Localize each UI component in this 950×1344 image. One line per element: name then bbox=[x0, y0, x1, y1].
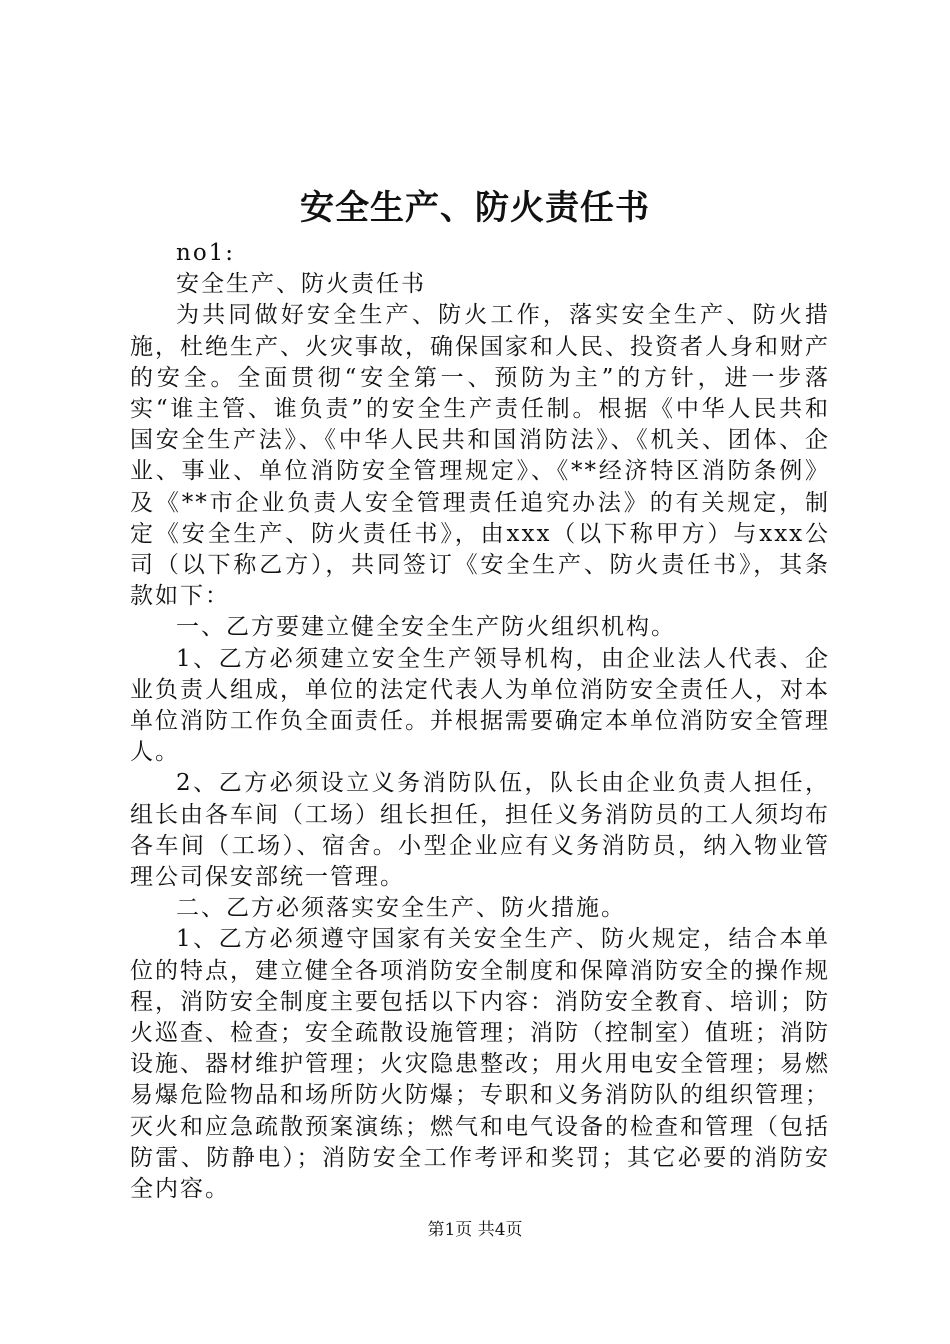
document-body bbox=[130, 238, 830, 1205]
page-footer: 第1页 共4页 bbox=[427, 1220, 523, 1240]
paragraph-item-1-2: 2、乙方必须设立义务消防队伍，队长由企业负责人担任，组长由各车间（工场）组长担任，担任义务消防员的工人须均布各车间（工场）、宿舍。小型企业应有义务消防员，纳入物业管理公司保安部统一管理。 bbox=[130, 770, 830, 891]
paragraph-section-1: 一、乙方要建立健全安全生产防火组织机构。 bbox=[176, 614, 676, 641]
paragraph-intro: 为共同做好安全生产、防火工作，落实安全生产、防火措施，杜绝生产、火灾事故，确保国家和人民、投资者人身和财产的安全。全面贯彻“安全第一、预防为主”的方针，进一步落实“谁主管、谁负责”的安全生产责任制。根据《中华人民共和国安全生产法》、《中华人民共和国消防法》、《机关、团体、企业、事业、单位消防安全管理规定》、《**经济特区消防条例》及《**市企业负责人安全管理责任追究办法》的有关规定，制定《安全生产、防火责任书》，由xxx（以下称甲方）与xxx公司（以下称乙方），共同签订《安全生产、防火责任书》，其条款如下： bbox=[130, 302, 830, 610]
document-title: 安全生产、防火责任书 bbox=[300, 188, 650, 228]
paragraph-item-1-1: 1、乙方必须建立安全生产领导机构，由企业法人代表、企业负责人组成，单位的法定代表人为单位消防安全责任人，对本单位消防工作负全面责任。并根据需要确定本单位消防安全管理人。 bbox=[130, 645, 830, 766]
paragraph-subtitle: 安全生产、防火责任书 bbox=[176, 271, 426, 298]
paragraph-section-2: 二、乙方必须落实安全生产、防火措施。 bbox=[176, 895, 626, 922]
paragraph-item-2-1: 1、乙方必须遵守国家有关安全生产、防火规定，结合本单位的特点，建立健全各项消防安全制度和保障消防安全的操作规程，消防安全制度主要包括以下内容：消防安全教育、培训；防火巡查、检查；安全疏散设施管理；消防（控制室）值班；消防设施、器材维护管理；火灾隐患整改；用火用电安全管理；易燃易爆危险物品和场所防火防爆；专职和义务消防队的组织管理；灭火和应急疏散预案演练；燃气和电气设备的检查和管理（包括防雷、防静电）；消防安全工作考评和奖罚；其它必要的消防安全内容。 bbox=[130, 926, 830, 1203]
paragraph-heading-no: no1: bbox=[176, 240, 236, 266]
